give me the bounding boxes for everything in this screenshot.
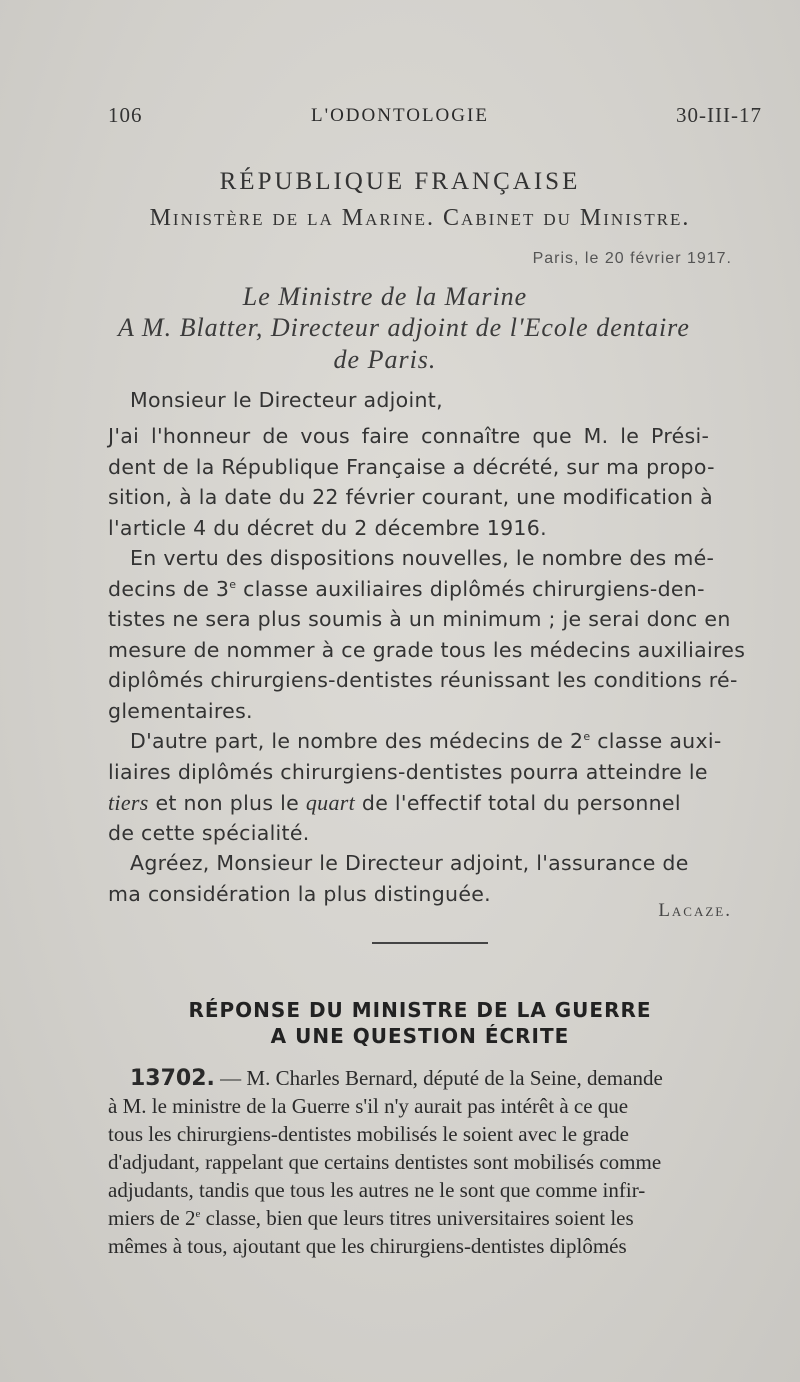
letter-line: decins de 3e classe auxiliaires diplômés chirurgiens-den- [108, 577, 705, 601]
letter-line: tistes ne sera plus soumis à un minimum ; je serai donc en [108, 607, 731, 631]
journal-title: L'ODONTOLOGIE [311, 105, 489, 126]
section-divider [372, 942, 488, 944]
letter-from: Le Ministre de la Marine [242, 282, 528, 311]
letter-line: liaires diplômés chirurgiens-dentistes pourra atteindre le [108, 760, 708, 784]
letter-line: l'article 4 du décret du 2 décembre 1916. [108, 516, 547, 540]
page-number: 106 [108, 103, 143, 127]
letter-recipient-continued: de Paris. [333, 345, 437, 374]
letter-recipient: A M. Blatter, Directeur adjoint de l'Ecole dentaire [118, 313, 690, 342]
section-heading: RÉPONSE DU MINISTRE DE LA GUERRE [188, 998, 652, 1022]
signature: Lacaze. [658, 900, 732, 921]
letter-line: J'ai l'honneur de vous faire connaître que M. le Prési- [108, 424, 710, 448]
response-line: miers de 2e classe, bien que leurs titres universitaires soient les [108, 1206, 634, 1230]
dateline: Paris, le 20 février 1917. [532, 250, 732, 267]
response-line: tous les chirurgiens-dentistes mobilisés le soient avec le grade [108, 1122, 629, 1146]
salutation: Monsieur le Directeur adjoint, [130, 388, 443, 412]
letter-line: dent de la République Française a décrété, sur ma propo- [108, 455, 715, 479]
ministry-heading: Ministère de la Marine. Cabinet du Ministre. [149, 205, 691, 231]
letter-line: sition, à la date du 22 février courant, une modification à [108, 485, 714, 509]
letter-line: tiers et non plus le quart de l'effectif total du personnel [108, 790, 681, 815]
issue-date: 30-III-17 [676, 103, 762, 127]
letter-line: Agréez, Monsieur le Directeur adjoint, l'assurance de [130, 851, 689, 875]
response-line: d'adjudant, rappelant que certains dentistes sont mobilisés comme [108, 1150, 662, 1174]
letter-line: En vertu des dispositions nouvelles, le nombre des mé- [130, 546, 715, 570]
letter-line: de cette spécialité. [108, 821, 310, 845]
letter-line: ma considération la plus distinguée. [108, 882, 491, 906]
response-line: à M. le ministre de la Guerre s'il n'y aurait pas intérêt à ce que [108, 1094, 629, 1118]
letter-line: mesure de nommer à ce grade tous les médecins auxiliaires [108, 638, 746, 662]
question-number: 13702. [130, 1066, 215, 1091]
response-line: 13702. — M. Charles Bernard, député de la Seine, demande [130, 1066, 663, 1091]
republic-heading: RÉPUBLIQUE FRANÇAISE [219, 168, 581, 195]
response-line: adjudants, tandis que tous les autres ne le sont que comme infir- [108, 1178, 646, 1202]
letter-line: diplômés chirurgiens-dentistes réunissant les conditions ré- [108, 668, 738, 692]
section-subheading: A UNE QUESTION ÉCRITE [270, 1024, 570, 1048]
letter-line: glementaires. [108, 699, 253, 723]
response-line: mêmes à tous, ajoutant que les chirurgiens-dentistes diplômés [108, 1234, 627, 1258]
letter-line: D'autre part, le nombre des médecins de 2e classe auxi- [130, 729, 722, 753]
